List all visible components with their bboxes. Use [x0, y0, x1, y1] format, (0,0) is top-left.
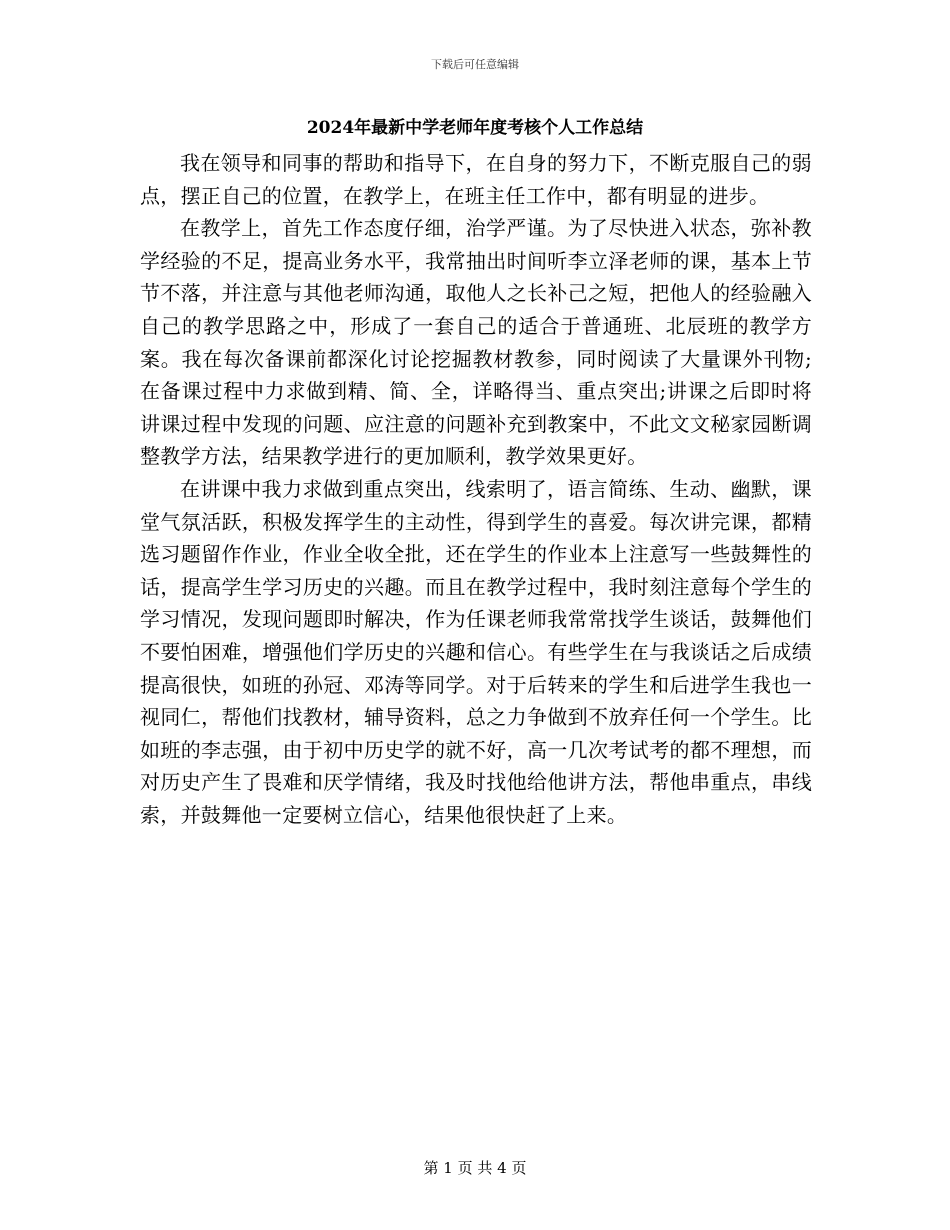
- document-title: 2024年最新中学老师年度考核个人工作总结: [306, 118, 644, 138]
- page-number: 第 1 页 共 4 页: [423, 1159, 527, 1177]
- paragraph-3: 在讲课中我力求做到重点突出，线索明了，语言简练、生动、幽默，课堂气氛活跃，积极发挥学生的主动性，得到学生的喜爱。每次讲完课，都精选习题留作作业，作业全收全批，还在学生的作业本上注意写一些鼓舞性的话，提高学生学习历史的兴趣。而且在教学过程中，我时刻注意每个学生的学习情况，发现问题即时解决，作为任课老师我常常找学生谈话，鼓舞他们不要怕困难，增强他们学历史的兴趣和信心。有些学生在与我谈话之后成绩提高很快，如班的孙冠、邓涛等同学。对于后转来的学生和后进学生我也一视同仁，帮他们找教材，辅导资料，总之力争做到不放弃任何一个学生。比如班的李志强，由于初中历史学的就不好，高一几次考试考的都不理想，而对历史产生了畏难和厌学情绪，我及时找他给他讲方法，帮他串重点，串线索，并鼓舞他一定要树立信心，结果他很快赶了上来。: [140, 476, 812, 827]
- paragraph-2: 在教学上，首先工作态度仔细，治学严谨。为了尽快进入状态，弥补教学经验的不足，提高业务水平，我常抽出时间听李立泽老师的课，基本上节节不落，并注意与其他老师沟通，取他人之长补己之短，把他人的经验融入自己的教学思路之中，形成了一套自己的适合于普通班、北辰班的教学方案。我在每次备课前都深化讨论挖掘教材教参，同时阅读了大量课外刊物;在备课过程中力求做到精、简、全，详略得当、重点突出;讲课之后即时将讲课过程中发现的问题、应注意的问题补充到教案中，不此文文秘家园断调整教学方法，结果教学进行的更加顺利，教学效果更好。: [140, 216, 812, 469]
- document-body: [140, 147, 812, 831]
- paragraph-1: 我在领导和同事的帮助和指导下，在自身的努力下，不断克服自己的弱点，摆正自己的位置，在教学上，在班主任工作中，都有明显的进步。: [140, 151, 812, 208]
- header-note: 下载后可任意编辑: [431, 58, 519, 71]
